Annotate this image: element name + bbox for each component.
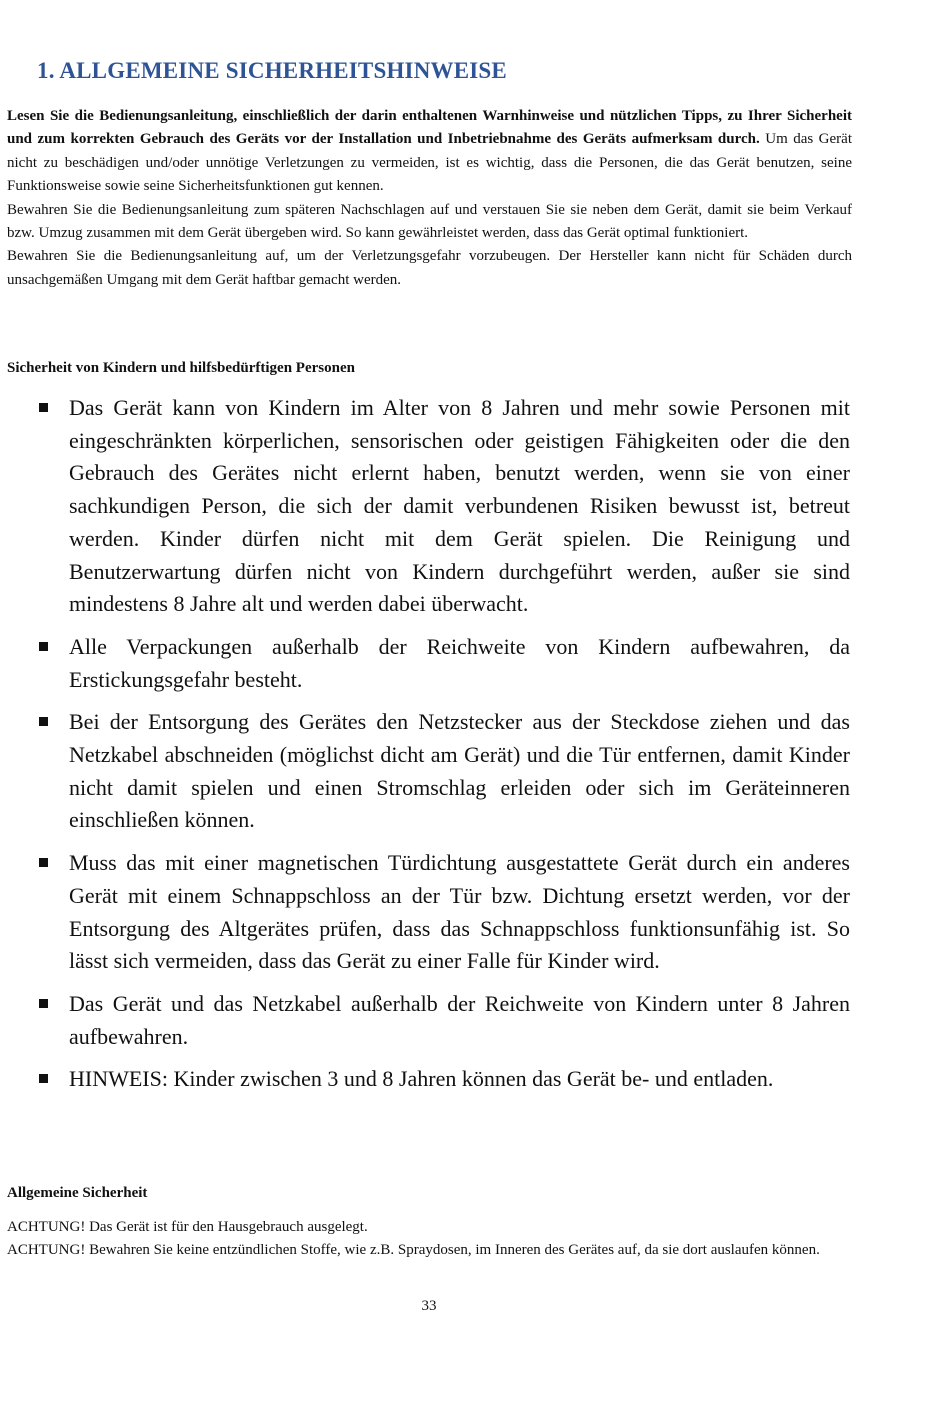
page-number: 33 [421,1298,437,1314]
list-item-text: HINWEIS: Kinder zwischen 3 und 8 Jahren können das Gerät be- und entladen. [69,1066,774,1092]
list-item [0,1063,850,1096]
warning-text: ACHTUNG! Bewahren Sie keine entzündlichen Stoffe, wie z.B. Spraydosen, im Inneren des Gerätes auf, da sie dort auslaufen können. [7,1242,820,1259]
intro-text [7,105,852,292]
list-item [0,392,850,621]
bullet-square-icon [39,642,48,651]
list-item [0,631,850,696]
intro-paragraph-3: Bewahren Sie die Bedienungsanleitung auf, um der Verletzungsgefahr vorzubeugen. Der Hersteller kann nicht für Schäden durch unsachgemäßen Umgang mit dem Gerät haftbar gemacht werden. [7,248,852,288]
bullet-square-icon [39,999,48,1008]
list-item-text: Muss das mit einer magnetischen Türdichtung ausgestattete Gerät durch ein anderes Gerät mit einem Schnappschloss an der Tür bzw. Dichtung ersetzt werden, vor der Entsorgung des Altgerätes prüfen, dass das Schnappschloss funktionsunfähig ist. So lässt sich vermeiden, dass das Gerät zu einer Falle für Kinder wird. [69,850,850,974]
intro-paragraph-1 [7,105,852,199]
children-safety-title: Sicherheit von Kindern und hilfsbedürftigen Personen [7,360,355,376]
list-item-text: Das Gerät kann von Kindern im Alter von 8 Jahren und mehr sowie Personen mit eingeschränkten körperlichen, sensorischen oder geistigen Fähigkeiten oder die den Gebrauch des Gerätes nicht erlernt haben, benutzt werden, wenn sie von einer sachkundigen Person, die sich der damit verbundenen Risiken bewusst ist, betreut werden. Kinder dürfen nicht mit dem Gerät spielen. Die Reinigung und Benutzerwartung dürfen nicht von Kindern durchgeführt werden, außer sie sind mindestens 8 Jahre alt und werden dabei überwacht. [69,395,850,617]
general-safety-title: Allgemeine Sicherheit [7,1185,148,1201]
bullet-square-icon [39,858,48,867]
list-item-text: Das Gerät und das Netzkabel außerhalb der Reichweite von Kindern unter 8 Jahren aufbewahren. [69,990,850,1049]
list-item [0,988,850,1053]
bullet-square-icon [39,403,48,412]
intro-bold-lead: Lesen Sie die Bedienungsanleitung, einschließlich der darin enthaltenen Warnhinweise und nützlichen Tipps, zu Ihrer Sicherheit und zum korrekten Gebrauch des Geräts vor der Installation und Inbetriebnahme des Geräts aufmerksam durch. [7,108,852,148]
list-item-text: Alle Verpackungen außerhalb der Reichweite von Kindern aufbewahren, da Erstickungsgefahr besteht. [69,633,850,692]
bullet-square-icon [39,717,48,726]
children-safety-list [0,392,850,1106]
list-item [0,706,850,837]
intro-paragraph-2: Bewahren Sie die Bedienungsanleitung zum späteren Nachschlagen auf und verstauen Sie sie neben dem Gerät, damit sie beim Verkauf bzw. Umzug zusammen mit dem Gerät übergeben wird. So kann gewährleistet werden, dass das Gerät optimal funktioniert. [7,201,852,242]
section-heading: 1. ALLGEMEINE SICHERHEITSHINWEISE [37,58,507,83]
list-item [0,847,850,978]
bullet-square-icon [39,1074,48,1083]
intro-continuation: Um das Gerät nicht zu beschädigen und/oder unnötige Verletzungen zu vermeiden, ist es wichtig, dass die Personen, die das Gerät benutzen, seine Funktionsweise sowie seine Sicherheitsfunktionen gut kennen. [7,131,852,195]
list-item-text: Bei der Entsorgung des Gerätes den Netzstecker aus der Steckdose ziehen und das Netzkabel abschneiden (möglichst dicht am Gerät) und die Tür entfernen, damit Kinder nicht damit spielen und einen Stromschlag erleiden oder sich im Geräteinneren einschließen können. [69,709,850,833]
general-safety-warnings [7,1216,837,1263]
warning-text: ACHTUNG! Das Gerät ist für den Hausgebrauch ausgelegt. [7,1219,368,1235]
